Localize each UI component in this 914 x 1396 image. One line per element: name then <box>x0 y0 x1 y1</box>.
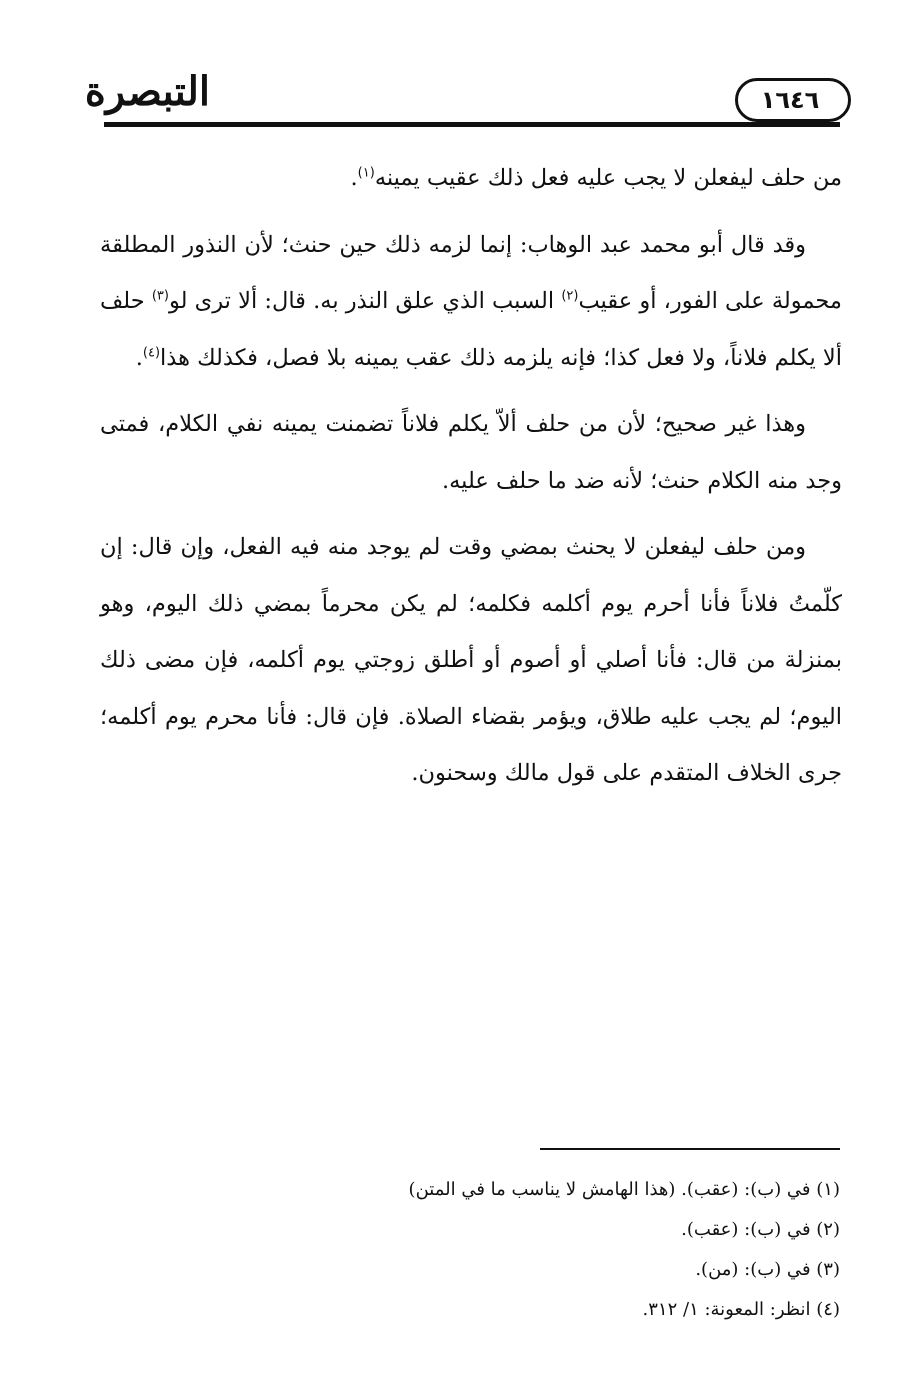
paragraph-2-part-b: السبب الذي علق النذر به. قال: ألا ترى لو <box>168 288 562 314</box>
footnote-1: (١) في (ب): (عقب). (هذا الهامش لا يناسب ما في المتن) <box>408 1179 840 1200</box>
paragraph-2 <box>100 217 842 387</box>
paragraph-1-text: من حلف ليفعلن لا يجب عليه فعل ذلك عقيب يمينه <box>374 165 842 191</box>
page-number: ١٦٤٦ <box>760 86 820 114</box>
paragraph-2-part-c: حلف ألا يكلم فلاناً، ولا فعل كذا؛ فإنه يلزمه ذلك عقب يمينه بلا فصل، فكذلك هذا <box>100 288 842 371</box>
paragraph-3: وهذا غير صحيح؛ لأن من حلف ألاّ يكلم فلاناً تضمنت يمينه نفي الكلام، فمتى وجد منه الكلام حنث؛ لأنه ضد ما حلف عليه. <box>100 411 842 494</box>
footnote-ref-3: (٣) <box>151 288 169 304</box>
footnote-3: (٣) في (ب): (من). <box>695 1259 840 1280</box>
header-rule <box>104 122 840 127</box>
paragraph-2-part-a: وقد قال أبو محمد عبد الوهاب: إنما لزمه ذلك حين حنث؛ لأن النذور المطلقة محمولة على الفور، أو عقيب <box>100 231 842 314</box>
footnote-2: (٢) في (ب): (عقب). <box>681 1219 840 1240</box>
footnote-ref-2: (٢) <box>561 288 579 304</box>
footnote-separator <box>540 1148 840 1150</box>
paragraph-1-end: . <box>350 165 358 191</box>
footnote-ref-1: (١) <box>357 165 375 181</box>
paragraph-4: ومن حلف ليفعلن لا يحنث بمضي وقت لم يوجد منه فيه الفعل، وإن قال: إن كلّمتُ فلاناً فأنا أحرم يوم أكلمه فكلمه؛ لم يكن محرماً بمضي ذلك اليوم، وهو بمنزلة من قال: فأنا أصلي أو أصوم أو أطلق زوجتي يوم أكلمه، فإن مضى ذلك اليوم؛ لم يجب عليه طلاق، ويؤمر بقضاء الصلاة. فإن قال: فأنا محرم يوم أكلمه؛ جرى الخلاف المتقدم على قول مالك وسحنون. <box>100 534 842 786</box>
paragraph-1 <box>100 150 842 207</box>
main-text <box>100 150 842 812</box>
paragraph-2-end: . <box>135 344 143 371</box>
book-title: التبصرة <box>84 68 210 115</box>
footnote-4: (٤) انظر: المعونة: ١/ ٣١٢. <box>642 1299 840 1320</box>
footnotes <box>300 1170 840 1330</box>
footnote-ref-4: (٤) <box>142 345 161 360</box>
